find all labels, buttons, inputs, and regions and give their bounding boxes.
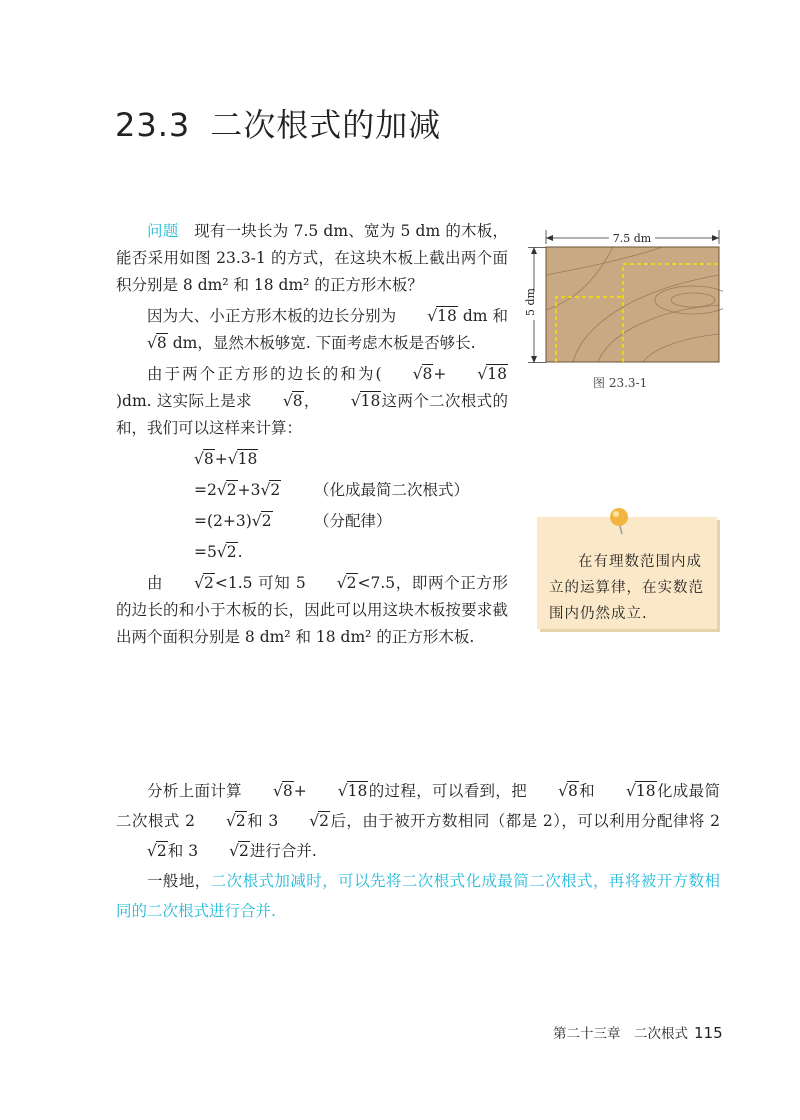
- pushpin-icon: [606, 506, 632, 536]
- sqrt: √2: [229, 842, 249, 860]
- section-title: [115, 100, 441, 146]
- text-run: 和 3: [246, 812, 279, 830]
- sqrt: √2: [336, 574, 357, 592]
- sqrt: √2: [147, 842, 167, 860]
- tip-text: 在有理数范围内成立的运算律，在实数范围内仍然成立.: [549, 554, 704, 622]
- radicand: 8: [567, 782, 578, 800]
- radicand: 2: [226, 481, 237, 499]
- height-label: 5 dm: [524, 288, 537, 316]
- radicand: 2: [235, 812, 246, 830]
- text-run: 因为大、小正方形木板的边长分别为: [147, 307, 397, 325]
- sqrt: √8: [194, 450, 214, 468]
- sqrt: √8: [558, 782, 578, 800]
- sqrt: √18: [477, 365, 507, 383]
- sqrt: √8: [282, 392, 303, 410]
- equation-line: [194, 444, 508, 475]
- arrow-head-icon: [531, 356, 537, 363]
- page-footer: [553, 1022, 723, 1042]
- sqrt: √18: [350, 392, 381, 410]
- width-label: 7.5 dm: [612, 232, 652, 245]
- sqrt: √2: [309, 812, 330, 830]
- text-run: 一般地，: [147, 872, 211, 890]
- eq-text: .: [237, 543, 243, 561]
- radicand: 2: [238, 842, 249, 860]
- text-run: ，: [303, 392, 320, 410]
- radicand: 18: [437, 307, 457, 325]
- radicand: 18: [237, 450, 258, 468]
- radicand: 2: [226, 543, 237, 561]
- text-run: 进行合并.: [249, 842, 317, 860]
- radicand: 18: [487, 365, 507, 383]
- equation-line: [194, 506, 508, 537]
- radicand: 2: [270, 481, 281, 499]
- text-run: 化成最简二次根式 2: [116, 782, 720, 830]
- equation-line: [194, 537, 508, 568]
- text-run: )dm. 这实际上是求: [116, 392, 252, 410]
- wood-board-figure: [543, 230, 723, 370]
- radicand: 18: [360, 392, 381, 410]
- key-rule-highlight: 二次根式加减时，可以先将二次根式化成最简二次根式，再将被开方数相同的二次根式进行合并.: [116, 872, 720, 920]
- arrow-head-icon: [531, 247, 537, 254]
- radicand: 2: [156, 842, 167, 860]
- text-run: +: [293, 782, 307, 800]
- paragraph-2: [116, 361, 508, 442]
- paragraph-5: [116, 866, 720, 926]
- text-run: 和: [578, 782, 595, 800]
- paragraph-4: [116, 776, 720, 866]
- main-column: [116, 218, 508, 651]
- radicand: 18: [635, 782, 656, 800]
- text-run: dm 和: [457, 307, 508, 325]
- text-run: 后，由于被开方数相同（都是 2），可以利用分配律将 2: [330, 812, 720, 830]
- text-run: 的过程，可以看到，把: [368, 782, 528, 800]
- radicand: 8: [203, 450, 214, 468]
- problem-text: 现有一块长为 7.5 dm、宽为 5 dm 的木板，能否采用如图 23.3-1 的方式，在这块木板上截出两个面积分别是 8 dm² 和 18 dm² 的正方形木板？: [116, 222, 508, 294]
- height-dimension: [522, 247, 546, 363]
- figure-caption: 图 23.3-1: [593, 376, 648, 390]
- text-run: 和 3: [167, 842, 199, 860]
- arrow-head-icon: [712, 235, 719, 241]
- eq-text: =5: [194, 543, 217, 561]
- equation-block: [194, 444, 508, 568]
- conclusion-block: [116, 776, 720, 926]
- sqrt: √2: [225, 812, 246, 830]
- sqrt: √8: [273, 782, 293, 800]
- sqrt: √2: [194, 574, 214, 592]
- radicand: 2: [204, 574, 214, 592]
- equation-note: （化成最简二次根式）: [314, 481, 470, 499]
- sqrt: √8: [147, 334, 167, 352]
- radicand: 2: [346, 574, 357, 592]
- radicand: 8: [156, 334, 167, 352]
- radicand: 8: [422, 365, 433, 383]
- text-run: <1.5 可知 5: [214, 574, 306, 592]
- section-number: 23.3: [115, 106, 191, 144]
- arrow-head-icon: [546, 235, 553, 241]
- sqrt: √2: [216, 481, 237, 499]
- radicand: 2: [261, 512, 272, 530]
- equation-note: （分配律）: [314, 512, 392, 530]
- eq-text: +3: [237, 481, 261, 499]
- text-run: +: [433, 365, 447, 383]
- paragraph-3: [116, 570, 508, 651]
- page-number: 115: [694, 1024, 723, 1042]
- text-run: 由: [147, 574, 164, 592]
- chapter-label: 第二十三章 二次根式: [553, 1026, 688, 1042]
- eq-text: +: [214, 450, 228, 468]
- problem-label: 问题: [147, 222, 179, 240]
- sqrt: √2: [216, 543, 237, 561]
- eq-text: =(2+3): [194, 512, 252, 530]
- paragraph-1: [116, 303, 508, 357]
- sqrt: √18: [227, 450, 258, 468]
- sqrt: √18: [626, 782, 656, 800]
- sqrt: √8: [412, 365, 433, 383]
- radicand: 2: [319, 812, 330, 830]
- text-run: 由于两个正方形的边长的和为(: [147, 365, 382, 383]
- sqrt: √2: [260, 481, 281, 499]
- eq-text: =2: [194, 481, 217, 499]
- radicand: 8: [282, 782, 293, 800]
- equation-line: [194, 475, 508, 506]
- sqrt: √2: [251, 512, 272, 530]
- section-title-text: 二次根式的加减: [210, 106, 442, 144]
- radicand: 8: [292, 392, 303, 410]
- text-run: dm，显然木板够宽. 下面考虑木板是否够长.: [167, 334, 476, 352]
- text-run: <7.5，即两个正方形的边长的和小于木板的长，因此可以用这块木板按要求截出两个面积分别是 8 dm² 和 18 dm² 的正方形木板.: [116, 574, 508, 646]
- text-run: 这两个二次根式的和，我们可以这样来计算：: [116, 392, 508, 437]
- sqrt: √18: [337, 782, 368, 800]
- problem-paragraph: [116, 218, 508, 299]
- radicand: 18: [347, 782, 368, 800]
- text-run: 分析上面计算: [147, 782, 242, 800]
- sqrt: √18: [427, 307, 457, 325]
